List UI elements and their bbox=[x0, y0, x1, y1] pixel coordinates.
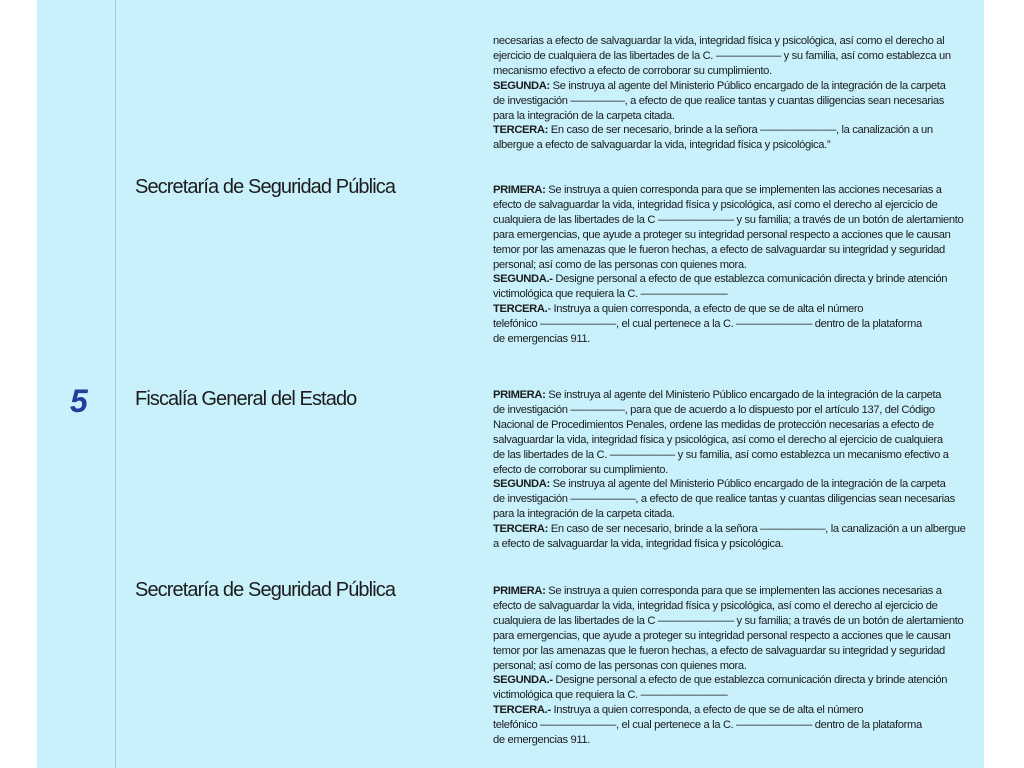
text-line bbox=[493, 673, 977, 688]
institution-fiscalia-general: Fiscalía General del Estado bbox=[135, 388, 357, 410]
text-line bbox=[493, 388, 977, 403]
text-line bbox=[493, 629, 977, 644]
text-line bbox=[493, 507, 977, 522]
clause-text: cualquiera de las libertades de la C ——————— y su familia; a través de un botón de alertamiento bbox=[493, 213, 964, 226]
clause-heading: TERCERA: bbox=[493, 523, 549, 536]
text-line bbox=[493, 537, 977, 552]
clause-text: necesarias a efecto de salvaguardar la vida, integridad física y psicológica, así como el derecho al bbox=[493, 35, 945, 47]
clause-text: a efecto de salvaguardar la vida, integridad física y psicológica. bbox=[493, 538, 784, 551]
text-line bbox=[493, 733, 977, 748]
text-line bbox=[493, 659, 977, 674]
text-line bbox=[493, 403, 977, 418]
text-line bbox=[493, 688, 977, 703]
clause-text: - Instruya a quien corresponda, a efecto de que se de alta el número bbox=[547, 303, 864, 316]
clause-text: para emergencias, que ayude a proteger su integridad personal respecto a acciones que le causan bbox=[493, 629, 951, 642]
text-line bbox=[493, 138, 977, 153]
clause-text: mecanismo efectivo a efecto de corroborar su cumplimiento. bbox=[493, 64, 772, 77]
column-divider bbox=[115, 0, 116, 768]
clause-text: efecto de corroborar su cumplimiento. bbox=[493, 463, 668, 476]
clause-text: ejercicio de cualquiera de las libertades de la C. —————— y su familia, así como establezca un bbox=[493, 49, 951, 62]
clause-text: En caso de ser necesario, brinde a la señora ———————, la canalización a un bbox=[548, 124, 933, 137]
clause-text: de las libertades de la C. —————— y su familia, así como establezca un mecanismo efectivo a bbox=[493, 448, 949, 461]
clause-text: para emergencias, que ayude a proteger su integridad personal respecto a acciones que le causan bbox=[493, 228, 951, 241]
text-line bbox=[493, 123, 977, 138]
text-line bbox=[493, 433, 977, 448]
clause-heading: SEGUNDA.- bbox=[493, 273, 553, 286]
clause-text: efecto de salvaguardar la vida, integridad física y psicológica, así como el derecho al ejercicio de bbox=[493, 599, 938, 612]
clause-text: Instruya a quien corresponda, a efecto de que se de alta el número bbox=[550, 704, 864, 717]
text-line bbox=[493, 183, 977, 198]
clause-text: temor por las amenazas que le fueron hechas, a efecto de salvaguardar su integridad y seguridad bbox=[493, 243, 945, 256]
clause-heading: SEGUNDA: bbox=[493, 478, 550, 491]
clause-heading: TERCERA. bbox=[493, 303, 548, 316]
text-line bbox=[493, 302, 977, 317]
clause-text: de investigación ——————, a efecto de que realice tantas y cuantas diligencias sean necesarias bbox=[493, 493, 955, 506]
clause-text: Nacional de Procedimientos Penales, ordene las medidas de protección necesarias a efecto de bbox=[493, 418, 934, 431]
text-line bbox=[493, 599, 977, 614]
clause-text: telefónico ———————, el cual pertenece a la C. ——————— dentro de la plataforma bbox=[493, 719, 922, 732]
clause-heading: SEGUNDA.- bbox=[493, 674, 553, 687]
clause-text: salvaguardar la vida, integridad física y psicológica, así como el derecho al ejercicio de cualquiera bbox=[493, 433, 943, 446]
row-number: 5 bbox=[70, 383, 88, 419]
clause-text: victimológica que requiera la C. ———————— bbox=[493, 288, 728, 301]
clause-text: En caso de ser necesario, brinde a la señora ——————, la canalización a un albergue bbox=[548, 523, 966, 536]
text-line bbox=[493, 463, 977, 478]
text-line bbox=[493, 718, 977, 733]
clause-heading: SEGUNDA: bbox=[493, 79, 550, 92]
clause-text: personal; así como de las personas con quienes mora. bbox=[493, 659, 747, 672]
clause-text: Se instruya al agente del Ministerio Público encargado de la integración de la carpeta bbox=[549, 478, 946, 491]
clause-text: victimológica que requiera la C. ———————— bbox=[493, 689, 728, 702]
clause-text: telefónico ———————, el cual pertenece a la C. ——————— dentro de la plataforma bbox=[493, 318, 922, 331]
text-line bbox=[493, 272, 977, 287]
clause-text: Se instruya a quien corresponda para que se implementen las acciones necesarias a bbox=[545, 184, 942, 196]
text-line bbox=[493, 79, 977, 94]
text-line bbox=[493, 49, 977, 64]
text-line bbox=[493, 644, 977, 659]
clause-text: Designe personal a efecto de que establezca comunicación directa y brinde atención bbox=[552, 674, 948, 687]
clause-text: temor por las amenazas que le fueron hechas, a efecto de salvaguardar su integridad y seguridad bbox=[493, 644, 945, 657]
clause-text: efecto de salvaguardar la vida, integridad física y psicológica, así como el derecho al ejercicio de bbox=[493, 198, 938, 211]
clause-heading: PRIMERA: bbox=[493, 585, 546, 597]
text-line bbox=[493, 287, 977, 302]
text-line bbox=[493, 614, 977, 629]
text-line bbox=[493, 492, 977, 507]
text-line bbox=[493, 332, 977, 347]
text-line bbox=[493, 94, 977, 109]
clause-text: Se instruya al agente del Ministerio Público encargado de la integración de la carpeta bbox=[549, 79, 946, 92]
recommendation-text-block bbox=[493, 388, 977, 552]
text-line bbox=[493, 522, 977, 537]
clause-text: albergue a efecto de salvaguardar la vida, integridad física y psicológica.” bbox=[493, 139, 831, 152]
text-line bbox=[493, 258, 977, 273]
text-line bbox=[493, 198, 977, 213]
text-line bbox=[493, 109, 977, 124]
clause-text: cualquiera de las libertades de la C ——————— y su familia; a través de un botón de alertamiento bbox=[493, 614, 964, 627]
recommendation-text-block bbox=[493, 34, 977, 153]
clause-text: Designe personal a efecto de que establezca comunicación directa y brinde atención bbox=[552, 273, 948, 286]
text-line bbox=[493, 703, 977, 718]
institution-secretaria-seguridad-publica-2: Secretaría de Seguridad Pública bbox=[135, 579, 396, 601]
clause-text: Se instruya a quien corresponda para que se implementen las acciones necesarias a bbox=[545, 585, 942, 597]
text-line bbox=[493, 584, 977, 599]
text-line bbox=[493, 243, 977, 258]
text-line bbox=[493, 64, 977, 79]
clause-text: de investigación —————, a efecto de que realice tantas y cuantas diligencias sean necesarias bbox=[493, 94, 944, 107]
text-line bbox=[493, 418, 977, 433]
clause-text: para la integración de la carpeta citada. bbox=[493, 508, 675, 521]
clause-text: de emergencias 911. bbox=[493, 734, 591, 747]
recommendation-text-block bbox=[493, 183, 977, 347]
clause-text: Se instruya al agente del Ministerio Público encargado de la integración de la carpeta bbox=[545, 389, 942, 401]
text-line bbox=[493, 34, 977, 49]
clause-heading: TERCERA.- bbox=[493, 704, 551, 717]
text-line bbox=[493, 477, 977, 492]
clause-text: de emergencias 911. bbox=[493, 333, 591, 346]
clause-text: de investigación —————, para que de acuerdo a lo dispuesto por el artículo 137, del Código bbox=[493, 403, 935, 416]
institution-secretaria-seguridad-publica-1: Secretaría de Seguridad Pública bbox=[135, 176, 396, 198]
text-line bbox=[493, 213, 977, 228]
text-line bbox=[493, 448, 977, 463]
clause-text: para la integración de la carpeta citada. bbox=[493, 109, 675, 122]
text-line bbox=[493, 228, 977, 243]
text-line bbox=[493, 317, 977, 332]
clause-heading: TERCERA: bbox=[493, 124, 549, 137]
clause-heading: PRIMERA: bbox=[493, 389, 546, 401]
clause-heading: PRIMERA: bbox=[493, 184, 546, 196]
clause-text: personal; así como de las personas con quienes mora. bbox=[493, 258, 747, 271]
recommendation-text-block bbox=[493, 584, 977, 748]
